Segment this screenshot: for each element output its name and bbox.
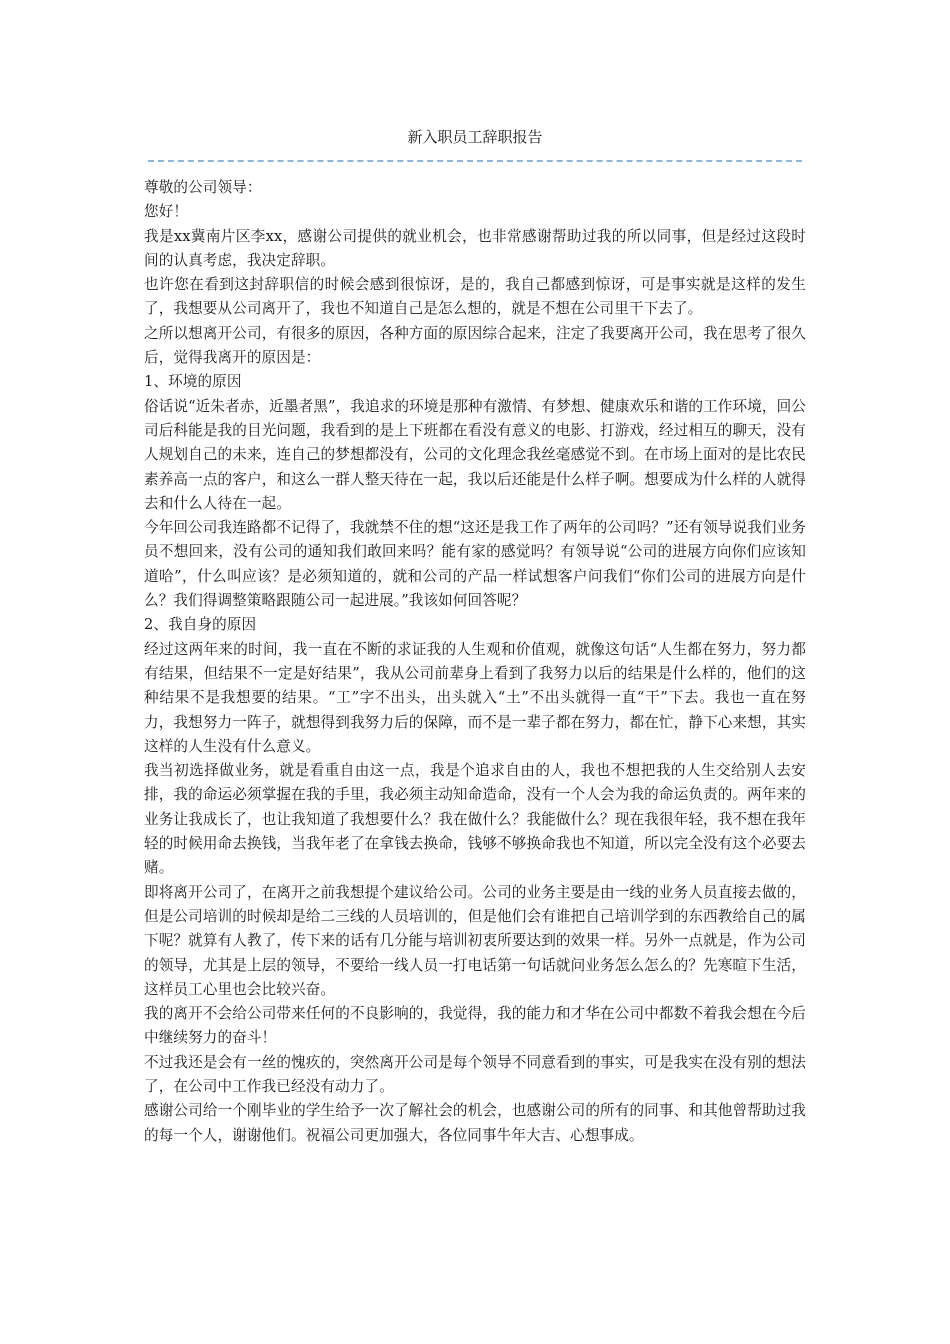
greeting: 您好！ — [144, 203, 189, 221]
paragraph-values: 经过这两年来的时间，我一直在不断的求证我的人生观和价值观，就像这句话“人生都在努力，努力都有结果，但结果不一定是好结果”，我从公司前辈身上看到了我努力以后的结果是什么样的，他们的这种结果不是我想要的结果。“工”字不出头，出头就入“土”不出头就得一直“干”下去。我也一直在努力，我想努力一阵子，就想得到我努力后的保障，而不是一辈子都在努力，都在忙，静下心来想，其实这样的人生没有什么意义。 — [144, 640, 806, 755]
paragraph-reasons-intro: 之所以想离开公司，有很多的原因，各种方面的原因综合起来，注定了我要离开公司，我在思考了很久后，觉得我离开的原因是： — [144, 324, 806, 367]
document-body — [144, 176, 806, 1148]
section-heading-environment: 1、环境的原因 — [144, 373, 242, 391]
paragraph-freedom: 我当初选择做业务，就是看重自由这一点，我是个追求自由的人，我也不想把我的人生交给别人去安排，我的命运必须掌握在我的手里，我必须主动知命造命，没有一个人会为我的命运负责的。两年来的业务让我成长了，也让我知道了我想要什么？我在做什么？我能做什么？现在我很年轻，我不想在我年轻的时候用命去换钱，当我年老了在拿钱去换命，钱够不够换命我也不知道，所以完全没有这个必要去赌。 — [144, 762, 806, 877]
paragraph-environment: 俗话说“近朱者赤，近墨者黑”，我追求的环境是那种有激情、有梦想、健康欢乐和谐的工作环境，回公司后科能是我的目光问题，我看到的是上下班都在看没有意义的电影、打游戏，经过相互的聊天，没有人规划自己的未来，连自己的梦想都没有，公司的文化理念我丝毫感觉不到。在市场上面对的是比农民素养高一点的客户，和这么一群人整天待在一起，我以后还能是什么样子啊。想要成为什么样的人就得去和什么人待在一起。 — [144, 397, 806, 512]
section-heading-personal: 2、我自身的原因 — [144, 616, 257, 634]
title-divider — [148, 160, 802, 162]
paragraph-thanks: 感谢公司给一个刚毕业的学生给予一次了解社会的机会，也感谢公司的所有的同事、和其他曾帮助过我的每一个人，谢谢他们。祝福公司更加强大，各位同事牛年大吉、心想事成。 — [144, 1102, 806, 1144]
paragraph-suggestion: 即将离开公司了，在离开之前我想提个建议给公司。公司的业务主要是由一线的业务人员直接去做的，但是公司培训的时候却是给二三线的人员培训的，但是他们会有谁把自己培训学到的东西教给自己的属下呢？就算有人教了，传下来的话有几分能与培训初衷所要达到的效果一样。另外一点就是，作为公司的领导，尤其是上层的领导，不要给一线人员一打电话第一句话就问业务怎么怎么的？先寒暄下生活，这样员工心里也会比较兴奋。 — [144, 883, 806, 998]
paragraph-regret: 不过我还是会有一丝的愧疚的，突然离开公司是每个领导不同意看到的事实，可是我实在没有别的想法了，在公司中工作我已经没有动力了。 — [144, 1053, 806, 1095]
salutation: 尊敬的公司领导： — [144, 179, 262, 196]
paragraph-surprise: 也许您在看到这封辞职信的时候会感到很惊讶，是的，我自己都感到惊讶，可是事实就是这样的发生了，我想要从公司离开了，我也不知道自己是怎么想的，就是不想在公司里干下去了。 — [144, 276, 806, 318]
paragraph-company-direction: 今年回公司我连路都不记得了，我就禁不住的想“这还是我工作了两年的公司吗？”还有领导说我们业务员不想回来，没有公司的通知我们敢回来吗？能有家的感觉吗？有领导说“公司的进展方向你们应该知道哈”，什么叫应该？是必须知道的，就和公司的产品一样试想客户问我们“你们公司的进展方向是什么？我们得调整策略跟随公司一起进展。”我该如何回答呢？ — [144, 519, 806, 610]
paragraph-no-impact: 我的离开不会给公司带来任何的不良影响的，我觉得，我的能力和才华在公司中都数不着我会想在今后中继续努力的奋斗！ — [144, 1005, 806, 1047]
document-title: 新入职员工辞职报告 — [407, 128, 543, 146]
paragraph-intro: 我是xx冀南片区李xx，感谢公司提供的就业机会，也非常感谢帮助过我的所以同事，但是经过这段时间的认真考虑，我决定辞职。 — [144, 227, 806, 269]
